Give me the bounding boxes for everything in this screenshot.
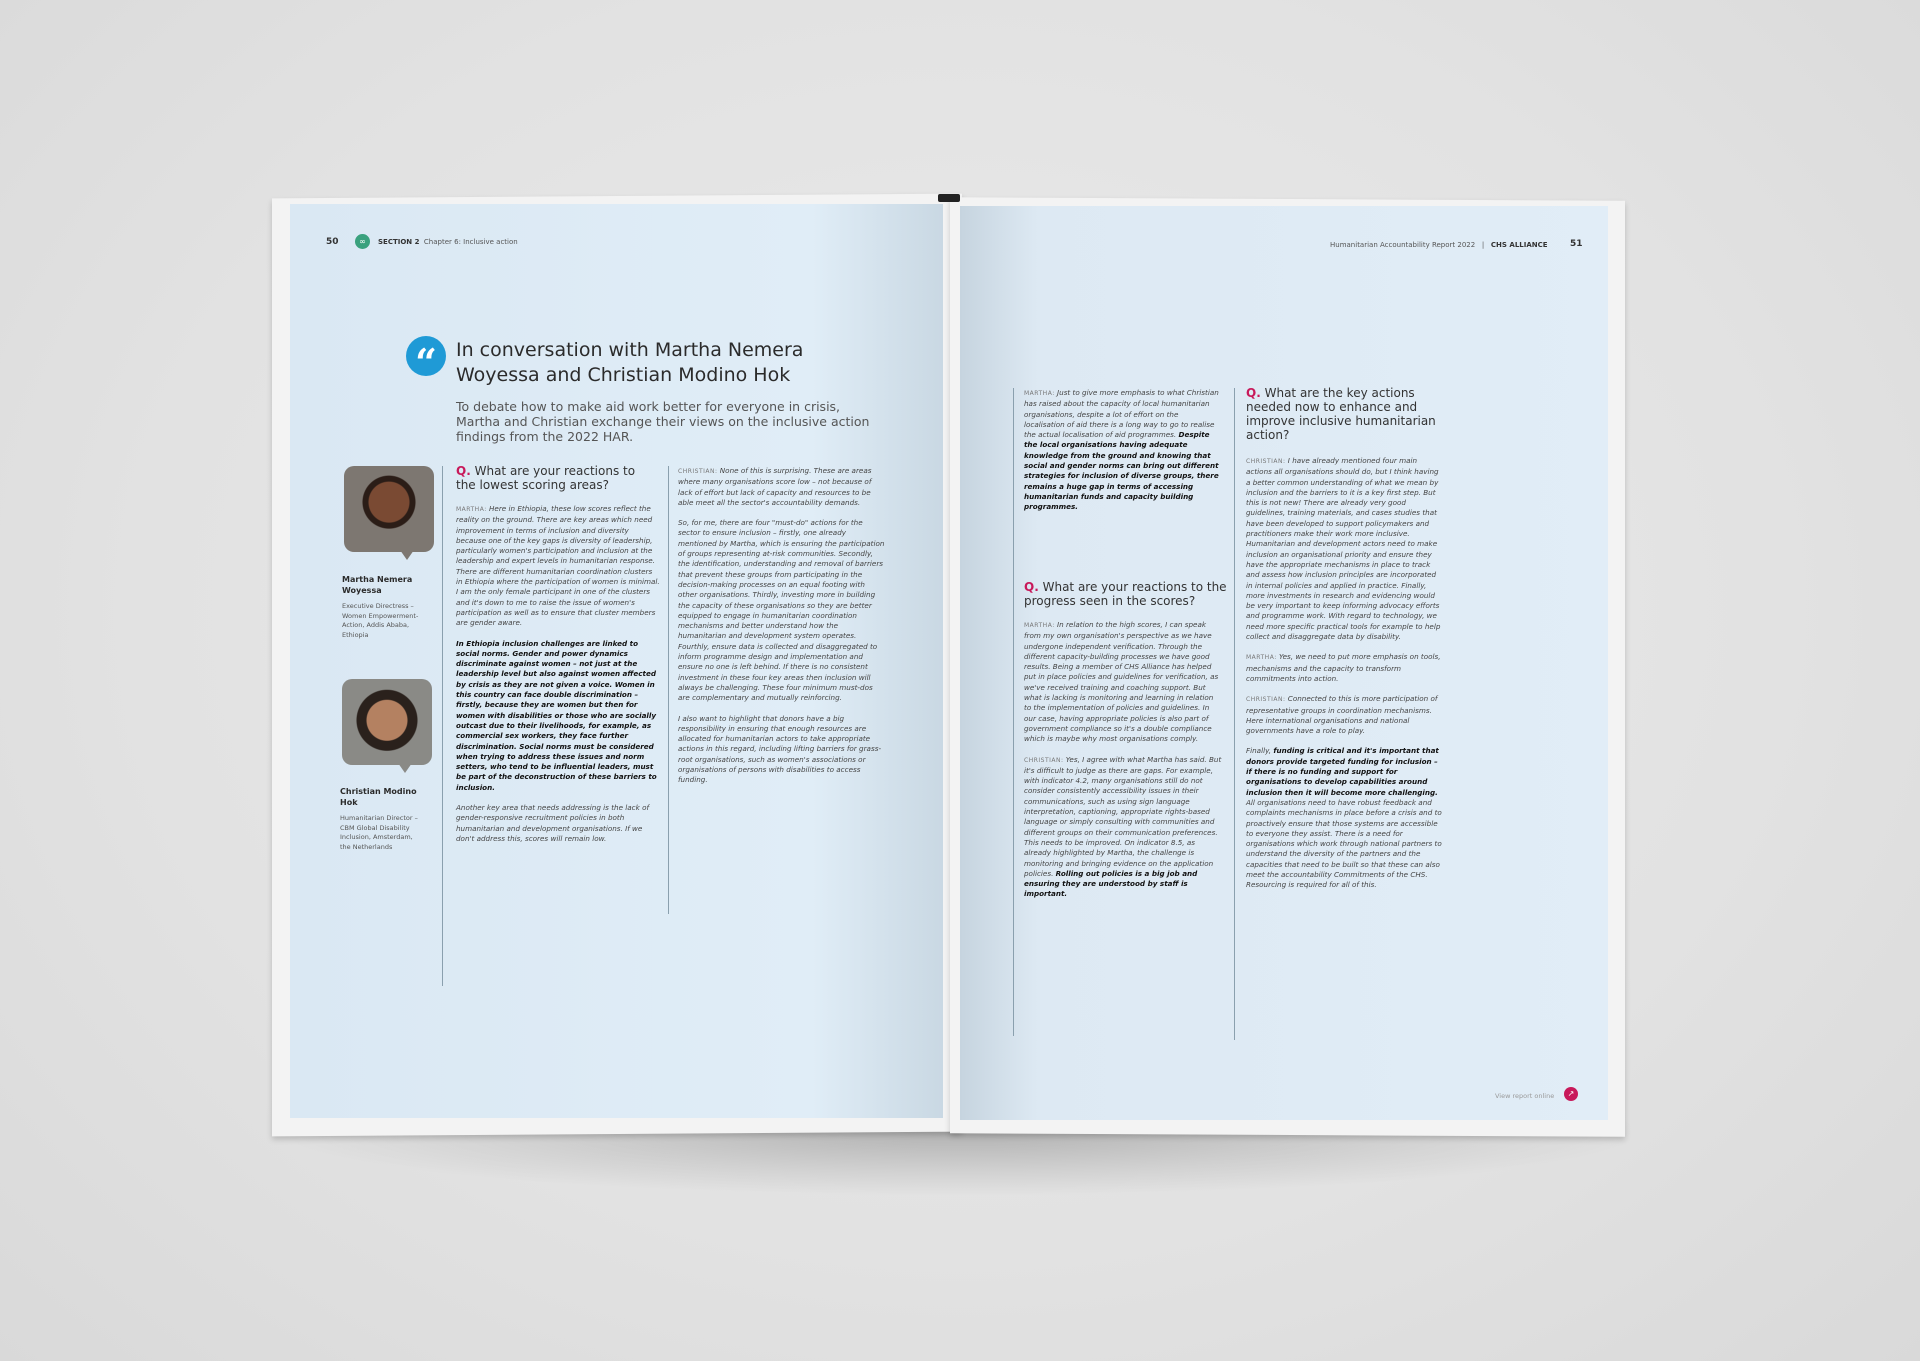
right-page — [960, 206, 1608, 1120]
question-text: What are your reactions to the progress seen in the scores? — [1024, 580, 1227, 608]
question-text: What are your reactions to the lowest scoring areas? — [456, 464, 636, 492]
speaker-label: MARTHA: — [1024, 390, 1055, 397]
section-header — [378, 238, 518, 246]
brand-label: CHS ALLIANCE — [1490, 241, 1548, 249]
question-marker: Q. — [1024, 580, 1039, 594]
text-column — [1246, 456, 1444, 901]
question-marker: Q. — [456, 464, 471, 478]
paragraph: All organisations need to have robust feedback and complaints mechanisms in place before a crisis and to proactively ensure that those systems are accessible to everyone they assist. There is a need for organisations which work through national partners to understand the diversity of the partners and the capacities that need to be built so that these can also meet the accountability Commitments of the CHS. Resourcing is required for all of this. — [1246, 797, 1442, 890]
person-name: Christian Modino Hok — [340, 787, 417, 807]
question-text: What are the key actions needed now to enhance and improve inclusive humanitarian action? — [1246, 386, 1436, 442]
paragraph: Just to give more emphasis to what Christian has raised about the capacity of local humanitarian organisations, despite a lot of effort on the localisation of aid there is a long way to go to realise the actual localisation of aid programmes. — [1024, 388, 1219, 440]
chapter-label: Chapter 6: Inclusive action — [423, 238, 518, 246]
view-online-link: View report online — [1495, 1092, 1555, 1100]
paragraph: Yes, I agree with what Martha has said. But it's difficult to judge as there are gaps. For example, with indicator 4.2, many organisations still do not consider consistently accessibility issues in their communications, such as using sign language interpretation, captioning, appropriate rights-based language or simply consulting with communities and different groups on their communication preferences. This needs to be improved. On indicator 8.5, as already highlighted by Martha, the challenge is monitoring and bringing evidence on the application policies. — [1024, 754, 1222, 878]
speech-tail — [398, 763, 412, 773]
avatar-christian — [342, 679, 432, 765]
text-column — [456, 504, 660, 854]
paragraph: Yes, we need to put more emphasis on tools, mechanisms and the capacity to transform commitments into action. — [1246, 652, 1441, 683]
text-column — [1024, 388, 1220, 523]
text-column — [1024, 620, 1222, 910]
external-link-icon: ↗ — [1564, 1087, 1578, 1101]
person-role: Humanitarian Director – CBM Global Disability Inclusion, Amsterdam, the Netherlands — [340, 814, 418, 851]
quote-icon: “ — [406, 336, 446, 376]
report-title: Humanitarian Accountability Report 2022 — [1330, 241, 1476, 249]
paragraph: Connected to this is more participation of representative groups in coordination mechanisms. Here international organisations and national governments have a role to play. — [1246, 694, 1438, 736]
book-spine — [938, 194, 960, 202]
column-rule — [668, 466, 669, 914]
speaker-label: CHRISTIAN: — [1246, 458, 1286, 465]
header-separator: | — [1481, 241, 1485, 249]
page-number: 50 — [326, 237, 339, 247]
paragraph-bold: Rolling out policies is a big job and ensuring they are understood by staff is important. — [1024, 868, 1198, 899]
question-marker: Q. — [1246, 386, 1261, 400]
paragraph: In relation to the high scores, I can speak from my own organisation's perspective as we have undergone independent verification. Through the different capacity-building processes we have good results. Being a member of CHS Alliance has helped put in place policies and guidelines for verification, as we've received training and coaching support. But what is lacking is monitoring and learning in relation to the implementation of policies and guidelines. In our case, having appropriate policies is also part of government compliance so it's a double compliance which is maybe why most organisations comply. — [1024, 620, 1219, 744]
speech-tail — [400, 550, 414, 560]
article-title: In conversation with Martha Nemera Woyessa and Christian Modino Hok — [456, 339, 804, 386]
article-intro: To debate how to make aid work better for everyone in crisis, Martha and Christian exchange their views on the inclusive action findings from the 2022 HAR. — [456, 399, 870, 444]
paragraph: Here in Ethiopia, these low scores reflect the reality on the ground. There are key areas which need improvement in terms of inclusion and diversity because one of the key gaps is diversity of leadership, particularly women's participation and inclusion at the leadership and expert levels in humanitarian response. There are different humanitarian coordination clusters in Ethiopia where the participation of women is minimal. I am the only female participant in one of the clusters and it's down to me to raise the issue of women's participation as well as to ensure that cluster members are gender aware. — [456, 504, 660, 628]
paragraph: I also want to highlight that donors have a big responsibility in ensuring that enough resources are allocated for humanitarian actors to take appropriate actions in this regard, including lifting barriers for grass-root organisations, such as women's associations or organisations of persons with disabilities to access funding. — [678, 713, 882, 785]
left-page — [290, 204, 943, 1118]
question-heading — [1024, 580, 1232, 608]
running-header — [1330, 241, 1548, 249]
column-rule — [442, 466, 443, 986]
paragraph: Another key area that needs addressing is the lack of gender-responsive recruitment policies in both humanitarian and development organisations. If we don't address this, scores will remain low. — [456, 803, 649, 843]
column-rule — [1013, 388, 1014, 1036]
speaker-label: MARTHA: — [1246, 654, 1277, 662]
avatar-martha — [344, 466, 434, 552]
speaker-label: CHRISTIAN: — [1246, 696, 1286, 704]
page-number: 51 — [1570, 239, 1583, 249]
speaker-label: MARTHA: — [1024, 622, 1055, 629]
question-heading — [1246, 386, 1436, 442]
paragraph-bold: In Ethiopia inclusion challenges are linked to social norms. Gender and power dynamics discriminate against women – not just at the leadership level but also against women affected by crisis as they are not given a voice. Women in this country can face double discrimination – firstly, because they are women but then for women with disabilities or those who are socially outcast due to their livelihoods, for example, as commercial sex workers, they face further discrimination. Social norms must be considered when trying to address these issues and norm setters, who tend to be influential leaders, must be part of the deconstruction of these barriers to inclusion. — [456, 638, 657, 792]
question-heading — [456, 464, 656, 492]
paragraph: So, for me, there are four "must-do" actions for the sector to ensure inclusion – firstly, one already mentioned by Martha, which is ensuring the participation of groups representing at-risk communities. Secondly, the identification, understanding and removal of barriers that prevent these groups from participating in the decision-making processes on an equal footing with other organisations. Thirdly, investing more in building the capacity of these organisations so they are better equipped to engage in humanitarian coordination mechanisms and better understand how the humanitarian and development system operates. Fourthly, ensure data is collected and disaggregated to inform programme design and implementation and ensure no one is left behind. If there is no consistent investment in these four key areas then inclusion will always be challenging. These four minimum must-dos are complementary and mutually reinforcing. — [678, 518, 885, 703]
person-role: Executive Directress – Women Empowerment-Action, Addis Ababa, Ethiopia — [342, 602, 419, 639]
section-label: SECTION 2 — [378, 238, 420, 246]
paragraph-bold: Despite the local organisations having adequate knowledge from the ground and knowing that social and gender norms can bring out different strategies for inclusion of diverse groups, there remains a huge gap in terms of accessing humanitarian funds and capacity building programmes. — [1024, 430, 1219, 512]
paragraph: None of this is surprising. These are areas where many organisations score low – not because of lack of effort but lack of capacity and resources to be able meet all the sector's accountability demands. — [678, 466, 872, 507]
column-rule — [1234, 388, 1235, 1040]
speaker-label: CHRISTIAN: — [678, 468, 718, 475]
paragraph: Finally, — [1246, 746, 1272, 756]
speaker-label: CHRISTIAN: — [1024, 756, 1064, 764]
paragraph-bold: funding is critical and it's important that donors provide targeted funding for inclusion – if there is no funding and support for organisations to develop capabilities around inclusion then it will become more challenging. — [1246, 746, 1439, 797]
paragraph: I have already mentioned four main actions all organisations should do, but I think having a better common understanding of what we mean by inclusion and the barriers to it is a key first step. But this is not new! There are already very good guidelines, training materials, and cases studies that have been developed to support policymakers and practitioners make their work more inclusive. Humanitarian and development actors need to make inclusion an organisational priority and ensure they have the appropriate mechanisms in place to track and assess how inclusion principles are incorporated in internal policies and applied in practice. Finally, more investments in research and evidencing would be very important to keep informing advocacy efforts and programme work. With regard to technology, we need more specific practical tools for example to help collect and disaggregate data by disability. — [1246, 456, 1441, 642]
speaker-label: MARTHA: — [456, 506, 487, 513]
text-column — [678, 466, 886, 796]
person-name: Martha Nemera Woyessa — [342, 575, 413, 595]
link-icon: ∞ — [355, 234, 370, 249]
